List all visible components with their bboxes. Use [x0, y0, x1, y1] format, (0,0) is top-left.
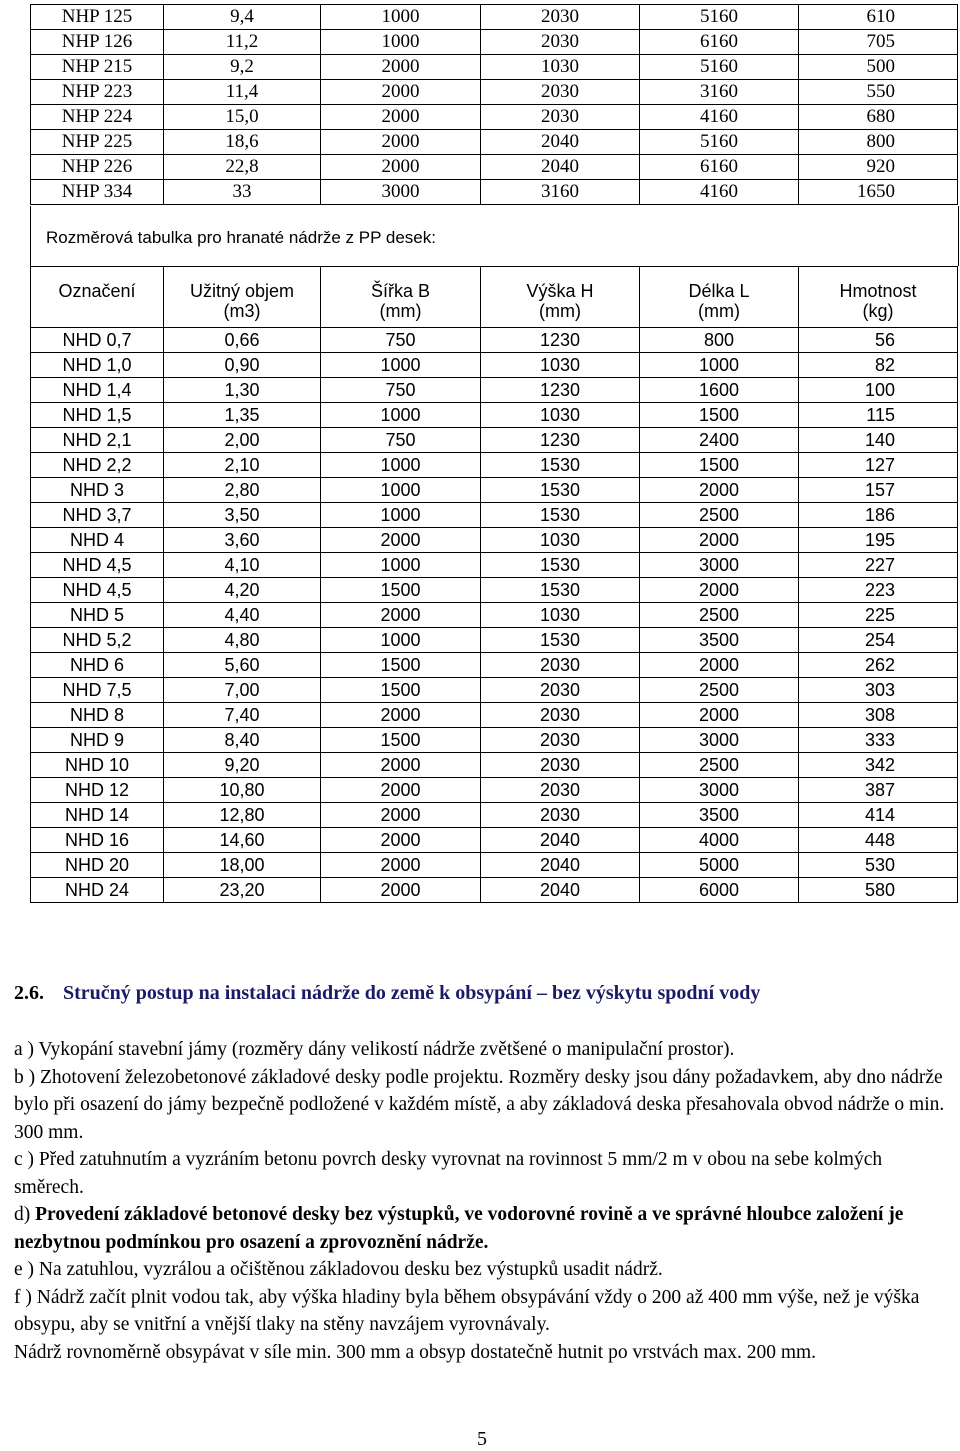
table-row — [31, 503, 958, 528]
table-cell: 225 — [799, 603, 958, 628]
table-cell: 0,66 — [164, 328, 321, 353]
table-row — [31, 328, 958, 353]
table-cell: 4160 — [640, 105, 799, 130]
table-cell: 3000 — [321, 180, 481, 205]
table-cell: 1530 — [481, 453, 640, 478]
top-dimension-table — [30, 4, 958, 205]
table-cell: 2,10 — [164, 453, 321, 478]
table-cell: 1500 — [321, 728, 481, 753]
table-cell: 2030 — [481, 105, 640, 130]
column-header — [481, 267, 640, 328]
table-cell: 500 — [799, 55, 958, 80]
table-cell: 1000 — [321, 453, 481, 478]
table-cell: NHD 1,5 — [31, 403, 164, 428]
table-cell: 5160 — [640, 5, 799, 30]
table-cell: 920 — [799, 155, 958, 180]
table-row — [31, 403, 958, 428]
table-cell: NHP 215 — [31, 55, 164, 80]
table-cell: NHD 20 — [31, 853, 164, 878]
table-cell: NHP 125 — [31, 5, 164, 30]
table-cell: 262 — [799, 653, 958, 678]
table-header-row — [31, 267, 958, 328]
table-cell: NHD 24 — [31, 878, 164, 903]
table-cell: 3500 — [640, 628, 799, 653]
table-cell: 186 — [799, 503, 958, 528]
table-row — [31, 80, 958, 105]
table-row — [31, 478, 958, 503]
table-cell: 7,00 — [164, 678, 321, 703]
table-cell: 12,80 — [164, 803, 321, 828]
table-cell: 127 — [799, 453, 958, 478]
header-label: Užitný objem — [189, 281, 295, 301]
table-cell: 2040 — [481, 853, 640, 878]
table-cell: 6160 — [640, 30, 799, 55]
paragraph-f: f ) Nádrž začít plnit vodou tak, aby výška hladiny byla během obsypávání vždy o 200 až 400 mm výše, než je výška obsypu, aby se vnitřní a vnější tlaky na stěny navzájem vyrovnávaly. — [14, 1286, 920, 1335]
table-cell: 2040 — [481, 155, 640, 180]
header-label: Šířka B — [370, 281, 431, 301]
table-row — [31, 5, 958, 30]
table-cell: 1000 — [640, 353, 799, 378]
table-cell: 303 — [799, 678, 958, 703]
table-row — [31, 753, 958, 778]
table-cell: NHD 5 — [31, 603, 164, 628]
table-cell: 530 — [799, 853, 958, 878]
table-cell: 1230 — [481, 328, 640, 353]
table-cell: 2500 — [640, 753, 799, 778]
table-row — [31, 130, 958, 155]
table-cell: 1030 — [481, 55, 640, 80]
table-cell: NHD 14 — [31, 803, 164, 828]
table-cell: 14,60 — [164, 828, 321, 853]
table-cell: 3000 — [640, 728, 799, 753]
table-cell: 10,80 — [164, 778, 321, 803]
table-cell: 2000 — [321, 130, 481, 155]
header-unit: (mm) — [379, 301, 422, 321]
table-cell: 2030 — [481, 30, 640, 55]
table-cell: 2,80 — [164, 478, 321, 503]
header-unit: (mm) — [539, 301, 581, 321]
table-cell: 2030 — [481, 753, 640, 778]
table-cell: 1230 — [481, 378, 640, 403]
table-cell: NHD 7,5 — [31, 678, 164, 703]
header-unit: (kg) — [862, 301, 894, 321]
table-cell: 2000 — [321, 528, 481, 553]
table-cell: NHD 9 — [31, 728, 164, 753]
table-cell: 1000 — [321, 628, 481, 653]
table-cell: 550 — [799, 80, 958, 105]
table-cell: 22,8 — [164, 155, 321, 180]
section-number: 2.6. — [14, 982, 44, 1004]
table-cell: 2000 — [640, 478, 799, 503]
table-cell: 4,40 — [164, 603, 321, 628]
table-cell: NHD 2,2 — [31, 453, 164, 478]
table-cell: 1,35 — [164, 403, 321, 428]
table-cell: 4,10 — [164, 553, 321, 578]
section-title: Stručný postup na instalaci nádrže do země k obsypání – bez výskytu spodní vody — [63, 982, 761, 1004]
table-cell: 1530 — [481, 503, 640, 528]
table-cell: 342 — [799, 753, 958, 778]
table-row — [31, 528, 958, 553]
table-row — [31, 378, 958, 403]
table-cell: 1530 — [481, 553, 640, 578]
table-cell: 4,80 — [164, 628, 321, 653]
column-header — [321, 267, 481, 328]
table-cell: 2030 — [481, 5, 640, 30]
header-label: Výška H — [526, 281, 594, 301]
table-cell: 3160 — [481, 180, 640, 205]
table-cell: NHD 0,7 — [31, 328, 164, 353]
table-cell: 308 — [799, 703, 958, 728]
table-cell: 2030 — [481, 80, 640, 105]
table-row — [31, 728, 958, 753]
table-cell: NHD 3 — [31, 478, 164, 503]
table-row — [31, 878, 958, 903]
table-cell: NHD 2,1 — [31, 428, 164, 453]
table-cell: NHP 334 — [31, 180, 164, 205]
table-cell: 5160 — [640, 130, 799, 155]
table-row — [31, 603, 958, 628]
table-row — [31, 678, 958, 703]
table-cell: 1530 — [481, 478, 640, 503]
table-caption — [30, 206, 959, 266]
table-cell: 580 — [799, 878, 958, 903]
table-cell: 1500 — [640, 453, 799, 478]
table-cell: NHD 5,2 — [31, 628, 164, 653]
table-cell: 23,20 — [164, 878, 321, 903]
table-cell: 100 — [799, 378, 958, 403]
column-header — [640, 267, 799, 328]
paragraph-e: e ) Na zatuhlou, vyzrálou a očištěnou základovou desku bez výstupků usadit nádrž. — [14, 1259, 663, 1280]
table-cell: 2030 — [481, 703, 640, 728]
table-cell: 15,0 — [164, 105, 321, 130]
table-cell: 2030 — [481, 778, 640, 803]
table-cell: 2000 — [640, 653, 799, 678]
table-row — [31, 428, 958, 453]
header-unit: (m3) — [223, 301, 261, 321]
table-cell: 750 — [321, 378, 481, 403]
table-cell: 11,4 — [164, 80, 321, 105]
table-cell: 387 — [799, 778, 958, 803]
table-cell: 800 — [640, 328, 799, 353]
table-cell: 2000 — [640, 578, 799, 603]
header-label: Hmotnost — [839, 281, 917, 301]
table-cell: 140 — [799, 428, 958, 453]
table-cell: 7,40 — [164, 703, 321, 728]
table-row — [31, 853, 958, 878]
table-cell: 5,60 — [164, 653, 321, 678]
table-row — [31, 578, 958, 603]
paragraph-c: c ) Před zatuhnutím a vyzráním betonu povrch desky vyrovnat na rovinnost 5 mm/2 m v obou na sebe kolmých směrech. — [14, 1149, 883, 1198]
table-row — [31, 803, 958, 828]
table-cell: NHD 8 — [31, 703, 164, 728]
table-cell: 2000 — [321, 853, 481, 878]
table-cell: 2030 — [481, 678, 640, 703]
table-cell: 2000 — [321, 155, 481, 180]
table-cell: 2500 — [640, 678, 799, 703]
table-row — [31, 105, 958, 130]
table-cell: 2030 — [481, 728, 640, 753]
table-cell: 3500 — [640, 803, 799, 828]
table-cell: 1500 — [321, 653, 481, 678]
table-cell: 18,6 — [164, 130, 321, 155]
table-cell: NHD 3,7 — [31, 503, 164, 528]
section-heading — [14, 982, 760, 1005]
table-cell: 2000 — [640, 703, 799, 728]
table-row — [31, 628, 958, 653]
table-cell: 0,90 — [164, 353, 321, 378]
table-cell: 800 — [799, 130, 958, 155]
table-cell: NHP 226 — [31, 155, 164, 180]
table-cell: 2000 — [321, 603, 481, 628]
table-cell: 2000 — [321, 753, 481, 778]
table-cell: NHD 16 — [31, 828, 164, 853]
paragraph-d-bold: Provedení základové betonové desky bez výstupků, ve vodorovné rovině a ve správné hloubce založení je nezbytnou podmínkou pro osazení a zprovoznění nádrže. — [14, 1204, 904, 1253]
table-cell: 2500 — [640, 503, 799, 528]
instructions-body — [14, 1036, 954, 1366]
header-unit: (mm) — [698, 301, 740, 321]
table-cell: 1000 — [321, 5, 481, 30]
table-cell: 1030 — [481, 403, 640, 428]
table-cell: 705 — [799, 30, 958, 55]
table-cell: 1500 — [321, 578, 481, 603]
table-cell: 3,50 — [164, 503, 321, 528]
table-cell: 2000 — [321, 80, 481, 105]
table-cell: 1230 — [481, 428, 640, 453]
table-cell: 2000 — [321, 703, 481, 728]
table-row — [31, 155, 958, 180]
table-cell: 33 — [164, 180, 321, 205]
table-row — [31, 180, 958, 205]
table-row — [31, 353, 958, 378]
table-cell: 82 — [799, 353, 958, 378]
table-row — [31, 703, 958, 728]
table-cell: 2030 — [481, 653, 640, 678]
table-cell: 1000 — [321, 30, 481, 55]
table-row — [31, 553, 958, 578]
table-cell: 223 — [799, 578, 958, 603]
table-cell: 2000 — [321, 828, 481, 853]
table-cell: 1500 — [640, 403, 799, 428]
table-cell: 1,30 — [164, 378, 321, 403]
table-row — [31, 453, 958, 478]
table-cell: NHD 10 — [31, 753, 164, 778]
header-label: Označení — [58, 281, 136, 301]
table-cell: 11,2 — [164, 30, 321, 55]
table-cell: 2040 — [481, 130, 640, 155]
table-cell: 5160 — [640, 55, 799, 80]
column-header — [164, 267, 321, 328]
table-cell: 3,60 — [164, 528, 321, 553]
paragraph-g: Nádrž rovnoměrně obsypávat v síle min. 300 mm a obsyp dostatečně hutnit po vrstvách max. 200 mm. — [14, 1341, 817, 1363]
table-cell: NHP 223 — [31, 80, 164, 105]
table-cell: 157 — [799, 478, 958, 503]
table-cell: 254 — [799, 628, 958, 653]
table-cell: 1000 — [321, 353, 481, 378]
table-cell: 56 — [799, 328, 958, 353]
table-cell: 9,2 — [164, 55, 321, 80]
table-cell: 115 — [799, 403, 958, 428]
table-row — [31, 30, 958, 55]
column-header — [799, 267, 958, 328]
table-cell: 2000 — [321, 105, 481, 130]
table-cell: 1000 — [321, 503, 481, 528]
table-cell: 1530 — [481, 628, 640, 653]
table-cell: 9,20 — [164, 753, 321, 778]
table-cell: 333 — [799, 728, 958, 753]
table-cell: 195 — [799, 528, 958, 553]
page-number: 5 — [477, 1428, 487, 1450]
paragraph-d-prefix: d) — [14, 1204, 36, 1225]
table-cell: 4160 — [640, 180, 799, 205]
table-cell: 2,00 — [164, 428, 321, 453]
table-cell: 18,00 — [164, 853, 321, 878]
table-cell: 448 — [799, 828, 958, 853]
table-cell: 3000 — [640, 553, 799, 578]
table-cell: 2030 — [481, 803, 640, 828]
table-cell: 1030 — [481, 353, 640, 378]
table-cell: 1500 — [321, 678, 481, 703]
table-cell: 750 — [321, 328, 481, 353]
table-cell: 2500 — [640, 603, 799, 628]
table-cell: 1650 — [799, 180, 958, 205]
paragraph-b: b ) Zhotovení železobetonové základové desky podle projektu. Rozměry desky jsou dány požadavkem, aby dno nádrže bylo při osazení do jámy bezpečně podložené v každém místě, a aby základová deska přesahovala obvod nádrže o min. 300 mm. — [14, 1066, 945, 1143]
table-cell: 3160 — [640, 80, 799, 105]
caption-text: Rozměrová tabulka pro hranaté nádrže z PP desek: — [46, 228, 436, 247]
table-cell: NHP 126 — [31, 30, 164, 55]
table-cell: NHD 12 — [31, 778, 164, 803]
table-cell: 3000 — [640, 778, 799, 803]
bottom-dimension-table — [30, 266, 958, 903]
table-cell: 2000 — [321, 55, 481, 80]
table-cell: 680 — [799, 105, 958, 130]
table-cell: 610 — [799, 5, 958, 30]
table-cell: 9,4 — [164, 5, 321, 30]
table-cell: 2040 — [481, 878, 640, 903]
table-cell: 2000 — [321, 878, 481, 903]
table-cell: 2400 — [640, 428, 799, 453]
table-cell: 8,40 — [164, 728, 321, 753]
table-cell: 5000 — [640, 853, 799, 878]
table-cell: 6160 — [640, 155, 799, 180]
header-label: Délka L — [688, 281, 750, 301]
table-row — [31, 55, 958, 80]
table-cell: 1000 — [321, 403, 481, 428]
table-cell: 1530 — [481, 578, 640, 603]
table-cell: 2040 — [481, 828, 640, 853]
table-cell: 2000 — [321, 803, 481, 828]
paragraph-d — [14, 1201, 954, 1256]
table-cell: NHP 225 — [31, 130, 164, 155]
table-cell: NHD 4 — [31, 528, 164, 553]
table-cell: 1000 — [321, 553, 481, 578]
table-row — [31, 653, 958, 678]
table-row — [31, 778, 958, 803]
table-cell: 2000 — [640, 528, 799, 553]
table-cell: 1000 — [321, 478, 481, 503]
table-cell: NHP 224 — [31, 105, 164, 130]
column-header — [31, 267, 164, 328]
table-row — [31, 828, 958, 853]
table-cell: 1600 — [640, 378, 799, 403]
paragraph-a: a ) Vykopání stavební jámy (rozměry dány velikostí nádrže zvětšené o manipulační prostor). — [14, 1039, 735, 1060]
table-cell: 2000 — [321, 778, 481, 803]
table-cell: NHD 6 — [31, 653, 164, 678]
table-cell: 4000 — [640, 828, 799, 853]
table-cell: 750 — [321, 428, 481, 453]
table-cell: 1030 — [481, 528, 640, 553]
table-cell: 6000 — [640, 878, 799, 903]
table-cell: NHD 4,5 — [31, 553, 164, 578]
table-cell: 4,20 — [164, 578, 321, 603]
table-cell: 227 — [799, 553, 958, 578]
table-cell: 414 — [799, 803, 958, 828]
table-cell: NHD 1,0 — [31, 353, 164, 378]
table-cell: NHD 4,5 — [31, 578, 164, 603]
table-cell: 1030 — [481, 603, 640, 628]
table-cell: NHD 1,4 — [31, 378, 164, 403]
